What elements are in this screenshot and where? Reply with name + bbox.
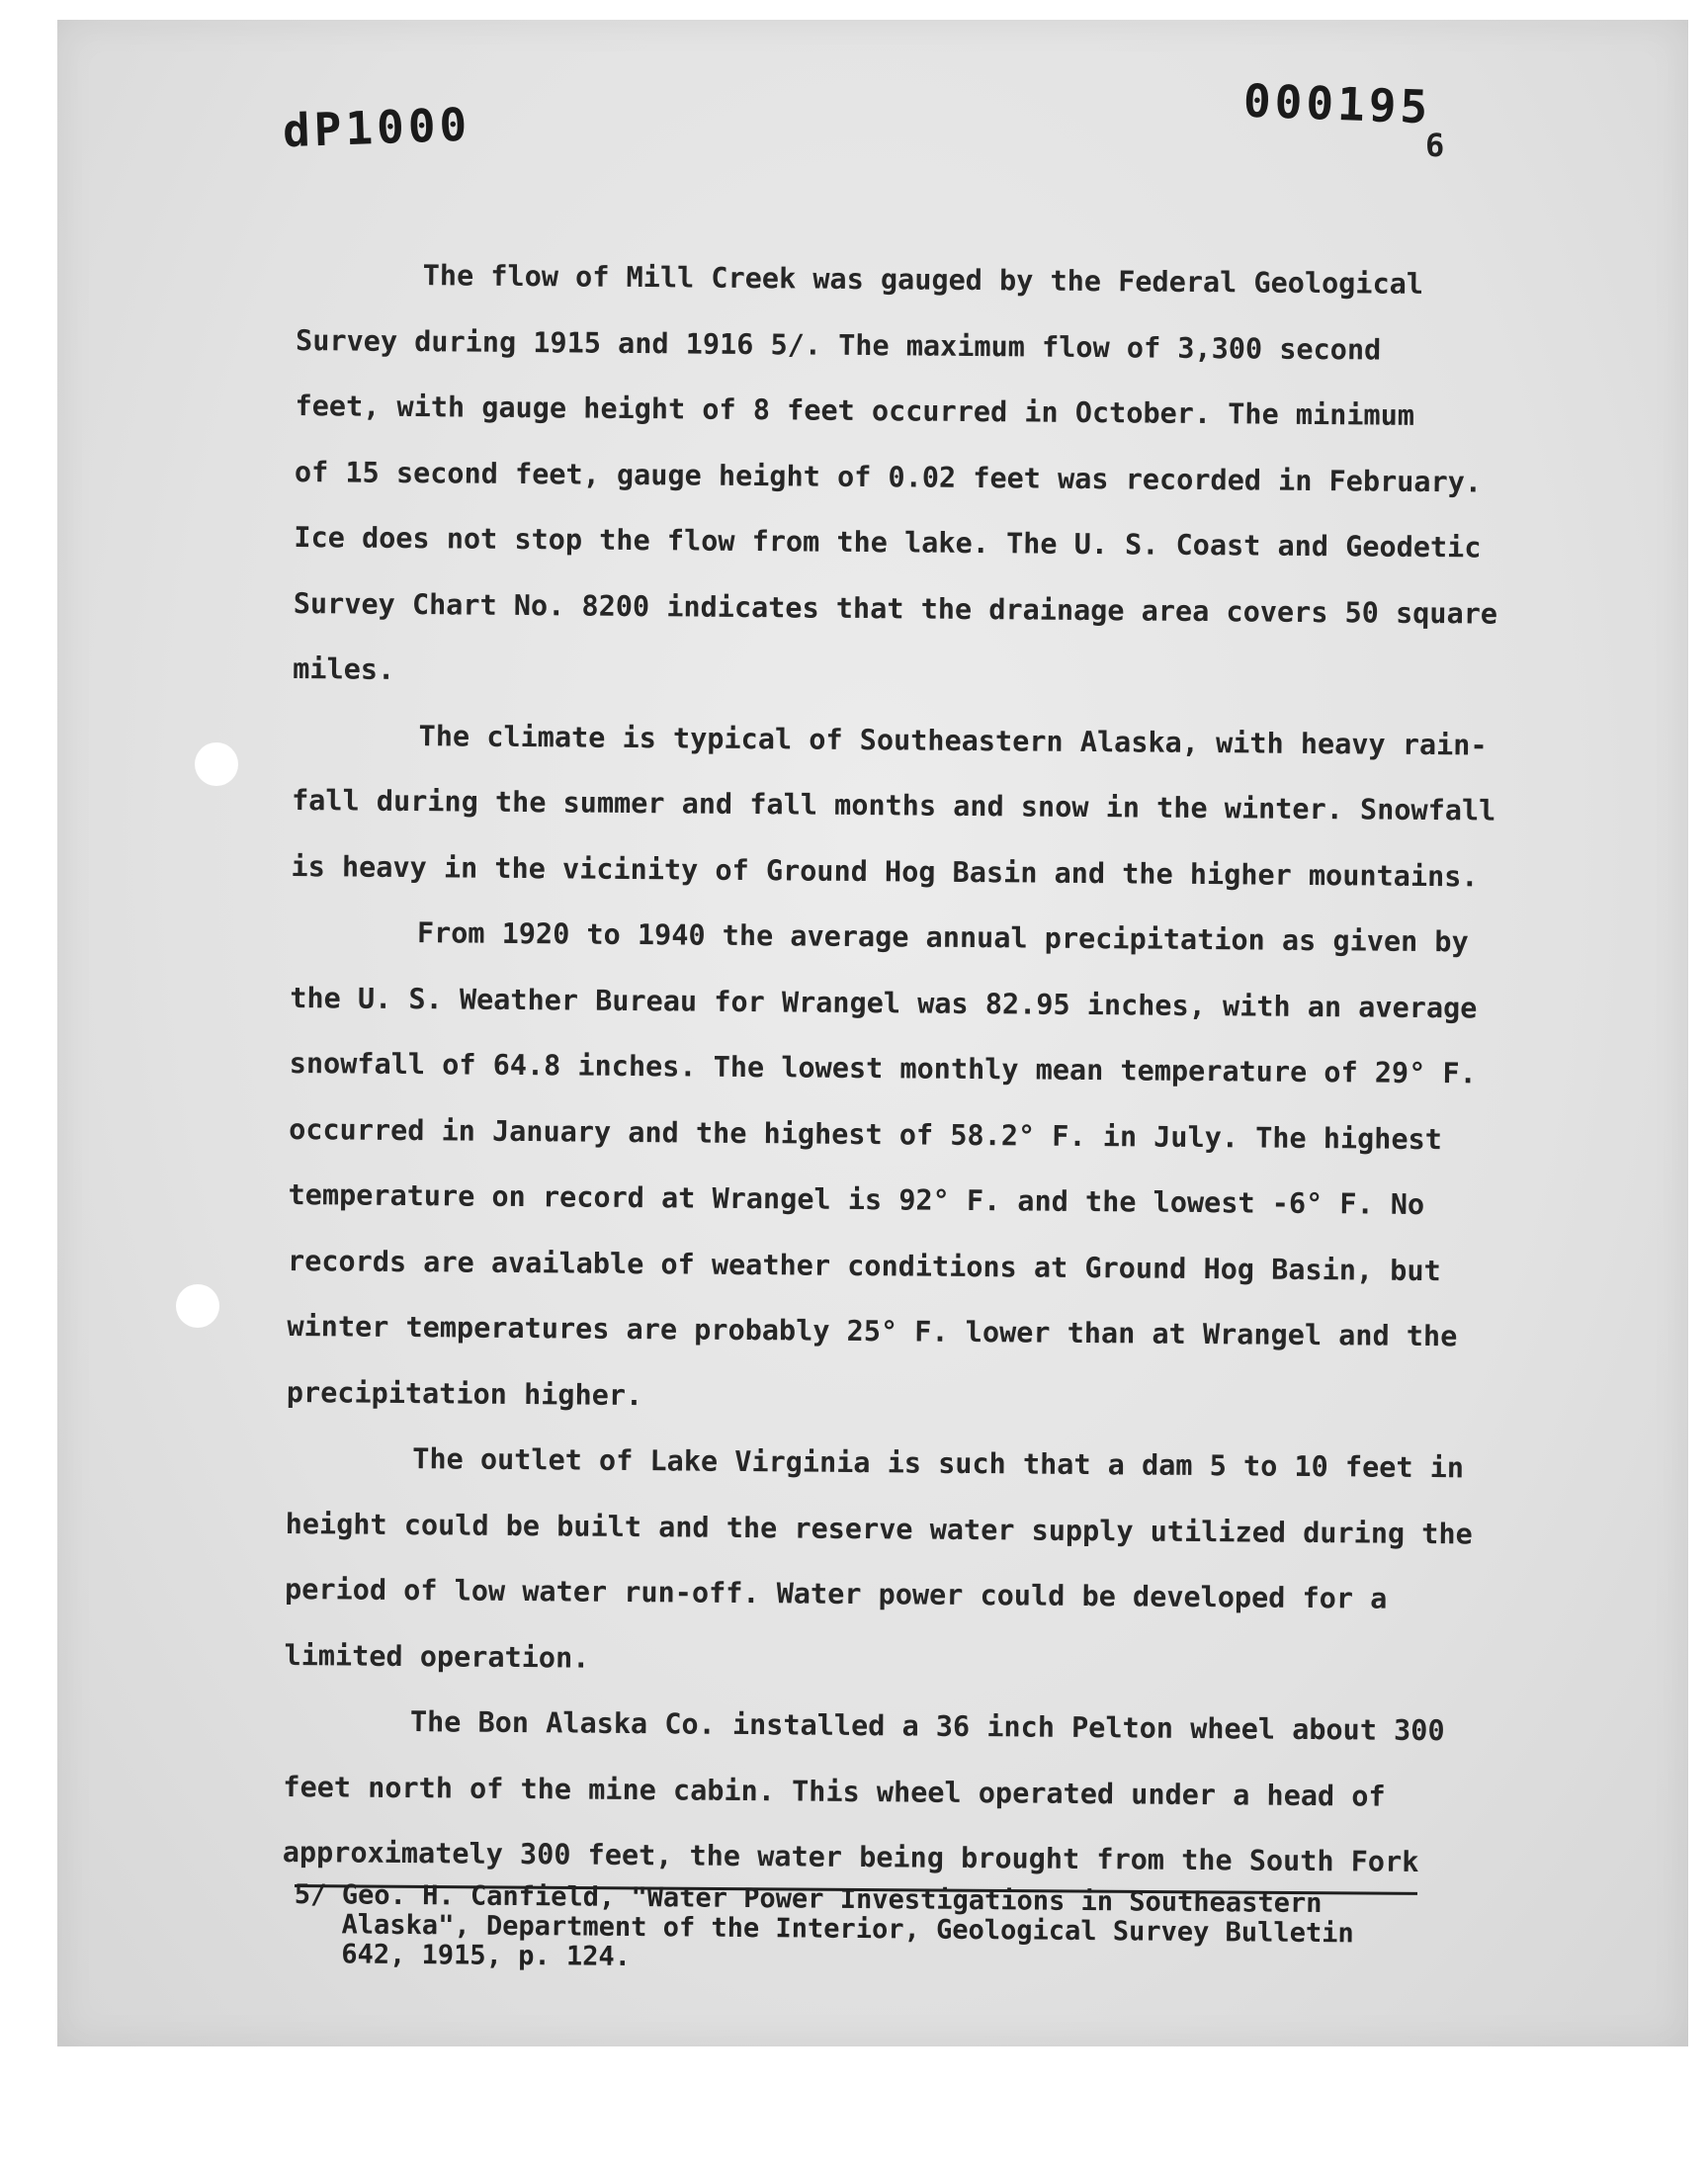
text-line: occurred in January and the highest of 58.2° F. in July. The highest (289, 1112, 1443, 1156)
footnote-line: Geo. H. Canfield, "Water Power Investigations in Southeastern (341, 1879, 1323, 1920)
text-line: the U. S. Weather Bureau for Wrangel was 82.95 inches, with an average (290, 981, 1478, 1024)
paragraph-precipitation (287, 900, 1517, 1436)
page-number: 6 (1425, 127, 1445, 164)
text-line: Survey during 1915 and 1916 5/. The maximum flow of 3,300 second (295, 323, 1382, 367)
text-line: Survey Chart No. 8200 indicates that the drainage area covers 50 square (293, 586, 1498, 631)
text-line: From 1920 to 1940 the average annual precipitation as given by (416, 916, 1469, 959)
text-line: winter temperatures are probably 25° F. lower than at Wrangel and the (287, 1309, 1458, 1353)
text-line: The climate is typical of Southeastern Alaska, with heavy rain- (418, 719, 1488, 762)
text-line: The Bon Alaska Co. installed a 36 inch Pelton wheel about 300 (409, 1705, 1445, 1748)
text-line: limited operation. (284, 1638, 590, 1675)
footnote-line: Alaska", Department of the Interior, Geological Survey Bulletin (341, 1909, 1354, 1950)
document-stamp-right: 000195 (1242, 73, 1433, 134)
paragraph-bon-alaska (282, 1689, 1509, 1896)
text-line: feet, with gauge height of 8 feet occurred in October. The minimum (295, 389, 1415, 432)
text-line: temperature on record at Wrangel is 92° F. and the lowest -6° F. No (288, 1177, 1425, 1221)
punch-hole (176, 1284, 219, 1328)
text-line: records are available of weather conditions at Ground Hog Basin, but (287, 1244, 1441, 1287)
text-line: approximately 300 feet, the water being brought from the South Fork (282, 1835, 1419, 1878)
text-line: Ice does not stop the flow from the lake. The U. S. Coast and Geodetic (294, 520, 1482, 565)
text-line: is heavy in the vicinity of Ground Hog Basin and the higher mountains. (291, 849, 1479, 893)
punch-hole (195, 742, 238, 786)
document-stamp-left: dP1000 (282, 97, 472, 158)
text-line: fall during the summer and fall months and snow in the winter. Snowfall (291, 783, 1496, 827)
text-line: The outlet of Lake Virginia is such that a dam 5 to 10 feet in (412, 1442, 1465, 1485)
text-line: snowfall of 64.8 inches. The lowest monthly mean temperature of 29° F. (289, 1046, 1477, 1090)
text-line: precipitation higher. (286, 1375, 643, 1412)
paragraph-climate (291, 702, 1518, 910)
text-line: of 15 second feet, gauge height of 0.02 feet was recorded in February. (294, 455, 1483, 498)
paragraph-mill-creek (293, 242, 1522, 713)
footnote-line: 642, 1915, p. 124. (341, 1939, 632, 1972)
text-line: height could be built and the reserve water supply utilized during the (285, 1507, 1473, 1550)
footnote (294, 1880, 1481, 1979)
footnote-mark: 5/ (294, 1879, 327, 1911)
paragraph-lake-virginia (284, 1426, 1511, 1699)
text-line: feet north of the mine cabin. This wheel operated under a head of (283, 1770, 1386, 1813)
body-text (282, 242, 1521, 1896)
text-line: miles. (293, 652, 395, 686)
text-line: The flow of Mill Creek was gauged by the Federal Geological (422, 259, 1424, 301)
text-line: period of low water run-off. Water power could be developed for a (284, 1572, 1388, 1615)
